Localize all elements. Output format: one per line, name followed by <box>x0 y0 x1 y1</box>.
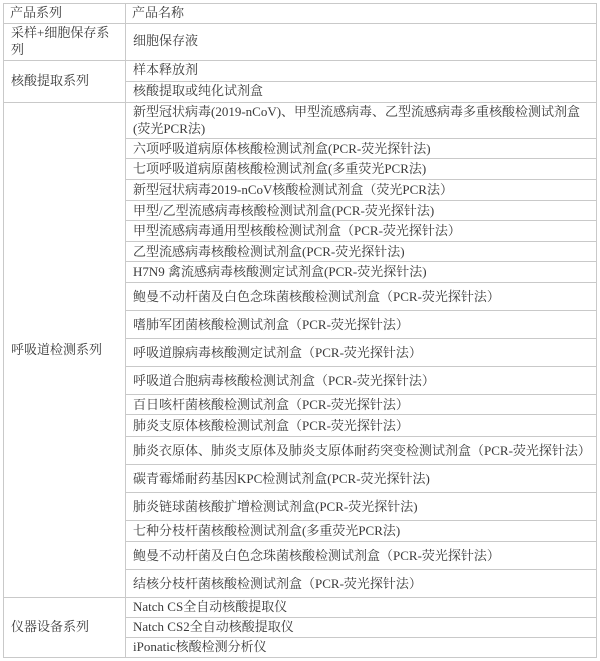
product-cell: 鲍曼不动杆菌及白色念珠菌核酸检测试剂盒（PCR-荧光探针法） <box>126 283 597 311</box>
product-cell: 细胞保存液 <box>126 23 597 60</box>
column-header-series: 产品系列 <box>4 4 126 24</box>
product-cell: 百日咳杆菌核酸检测试剂盒（PCR-荧光探针法） <box>126 395 597 415</box>
product-cell: 甲型/乙型流感病毒核酸检测试剂盒(PCR-荧光探针法) <box>126 201 597 221</box>
product-cell: 呼吸道腺病毒核酸测定试剂盒（PCR-荧光探针法） <box>126 339 597 367</box>
table-row <box>4 60 597 81</box>
series-cell: 采样+细胞保存系列 <box>4 23 126 60</box>
product-cell: H7N9 禽流感病毒核酸测定试剂盒(PCR-荧光探针法) <box>126 262 597 283</box>
product-cell: 新型冠状病毒(2019-nCoV)、甲型流感病毒、乙型流感病毒多重核酸检测试剂盒(荧光PCR法) <box>126 102 597 139</box>
product-cell: 甲型流感病毒通用型核酸检测试剂盒（PCR-荧光探针法） <box>126 221 597 242</box>
product-cell: 七项呼吸道病原菌核酸检测试剂盒(多重荧光PCR法) <box>126 159 597 180</box>
product-cell: 肺炎支原体核酸检测试剂盒（PCR-荧光探针法） <box>126 415 597 437</box>
product-cell: 七种分枝杆菌核酸检测试剂盒(多重荧光PCR法) <box>126 521 597 542</box>
product-cell: 碳青霉烯耐药基因KPC检测试剂盒(PCR-荧光探针法) <box>126 465 597 493</box>
product-cell: 核酸提取或纯化试剂盒 <box>126 81 597 102</box>
product-cell: 乙型流感病毒核酸检测试剂盒(PCR-荧光探针法) <box>126 242 597 262</box>
product-cell: 鲍曼不动杆菌及白色念珠菌核酸检测试剂盒（PCR-荧光探针法） <box>126 542 597 570</box>
product-table <box>3 3 597 658</box>
product-cell: 六项呼吸道病原体核酸检测试剂盒(PCR-荧光探针法) <box>126 139 597 159</box>
column-header-product: 产品名称 <box>126 4 597 24</box>
product-cell: 嗜肺军团菌核酸检测试剂盒（PCR-荧光探针法） <box>126 311 597 339</box>
product-cell: Natch CS2全自动核酸提取仪 <box>126 618 597 638</box>
series-cell: 呼吸道检测系列 <box>4 102 126 598</box>
table-row <box>4 598 597 618</box>
product-cell: 新型冠状病毒2019-nCoV核酸检测试剂盒（荧光PCR法） <box>126 180 597 201</box>
product-cell: 肺炎衣原体、肺炎支原体及肺炎支原体耐药突变检测试剂盒（PCR-荧光探针法） <box>126 437 597 465</box>
table-header-row <box>4 4 597 24</box>
product-cell: iPonatic核酸检测分析仪 <box>126 638 597 658</box>
product-cell: 样本释放剂 <box>126 60 597 81</box>
product-cell: 结核分枝杆菌核酸检测试剂盒（PCR-荧光探针法） <box>126 570 597 598</box>
series-cell: 核酸提取系列 <box>4 60 126 102</box>
series-cell: 仪器设备系列 <box>4 598 126 658</box>
table-row <box>4 23 597 60</box>
table-row <box>4 102 597 139</box>
product-cell: 肺炎链球菌核酸扩增检测试剂盒(PCR-荧光探针法) <box>126 493 597 521</box>
product-cell: 呼吸道合胞病毒核酸检测试剂盒（PCR-荧光探针法） <box>126 367 597 395</box>
product-cell: Natch CS全自动核酸提取仪 <box>126 598 597 618</box>
